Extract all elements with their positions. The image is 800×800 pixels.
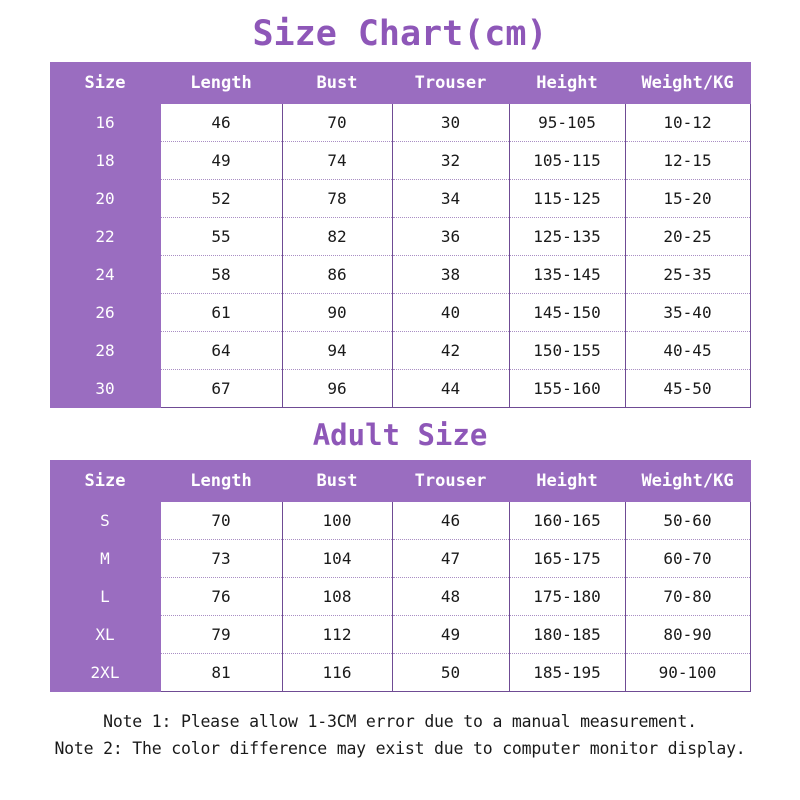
cell-size: L bbox=[50, 578, 160, 616]
cell-size: 20 bbox=[50, 180, 160, 218]
cell-length: 61 bbox=[160, 294, 282, 332]
cell-bust: 104 bbox=[282, 540, 392, 578]
cell-bust: 94 bbox=[282, 332, 392, 370]
cell-height: 95-105 bbox=[509, 104, 625, 142]
cell-bust: 90 bbox=[282, 294, 392, 332]
table-row bbox=[50, 332, 750, 370]
cell-trouser: 34 bbox=[392, 180, 509, 218]
cell-size: XL bbox=[50, 616, 160, 654]
cell-trouser: 42 bbox=[392, 332, 509, 370]
table-header-row bbox=[50, 63, 750, 104]
cell-trouser: 46 bbox=[392, 502, 509, 540]
cell-weight: 80-90 bbox=[625, 616, 750, 654]
cell-bust: 74 bbox=[282, 142, 392, 180]
table-row bbox=[50, 256, 750, 294]
column-header-weight: Weight/KG bbox=[625, 63, 750, 104]
cell-bust: 116 bbox=[282, 654, 392, 692]
cell-size: 16 bbox=[50, 104, 160, 142]
table-row bbox=[50, 654, 750, 692]
table-row bbox=[50, 104, 750, 142]
cell-weight: 50-60 bbox=[625, 502, 750, 540]
cell-height: 160-165 bbox=[509, 502, 625, 540]
adult-table-head bbox=[50, 461, 750, 502]
column-header-size: Size bbox=[50, 461, 160, 502]
page-title: Size Chart(cm) bbox=[252, 14, 548, 54]
cell-weight: 20-25 bbox=[625, 218, 750, 256]
cell-trouser: 47 bbox=[392, 540, 509, 578]
cell-bust: 82 bbox=[282, 218, 392, 256]
cell-length: 81 bbox=[160, 654, 282, 692]
cell-weight: 60-70 bbox=[625, 540, 750, 578]
cell-trouser: 36 bbox=[392, 218, 509, 256]
cell-bust: 78 bbox=[282, 180, 392, 218]
cell-bust: 70 bbox=[282, 104, 392, 142]
cell-length: 67 bbox=[160, 370, 282, 408]
kids-table-body bbox=[50, 104, 750, 408]
notes-section bbox=[0, 708, 800, 762]
cell-height: 125-135 bbox=[509, 218, 625, 256]
table-row bbox=[50, 540, 750, 578]
cell-weight: 90-100 bbox=[625, 654, 750, 692]
column-header-height: Height bbox=[509, 461, 625, 502]
cell-length: 70 bbox=[160, 502, 282, 540]
cell-weight: 70-80 bbox=[625, 578, 750, 616]
cell-weight: 35-40 bbox=[625, 294, 750, 332]
cell-length: 64 bbox=[160, 332, 282, 370]
cell-size: 26 bbox=[50, 294, 160, 332]
cell-weight: 10-12 bbox=[625, 104, 750, 142]
cell-weight: 25-35 bbox=[625, 256, 750, 294]
cell-length: 49 bbox=[160, 142, 282, 180]
cell-trouser: 49 bbox=[392, 616, 509, 654]
column-header-weight: Weight/KG bbox=[625, 461, 750, 502]
kids-size-table-wrapper bbox=[0, 62, 800, 408]
cell-length: 58 bbox=[160, 256, 282, 294]
cell-length: 46 bbox=[160, 104, 282, 142]
column-header-bust: Bust bbox=[282, 461, 392, 502]
cell-weight: 40-45 bbox=[625, 332, 750, 370]
cell-trouser: 40 bbox=[392, 294, 509, 332]
table-row bbox=[50, 294, 750, 332]
cell-height: 165-175 bbox=[509, 540, 625, 578]
table-row bbox=[50, 370, 750, 408]
cell-trouser: 44 bbox=[392, 370, 509, 408]
cell-height: 155-160 bbox=[509, 370, 625, 408]
cell-length: 79 bbox=[160, 616, 282, 654]
cell-height: 115-125 bbox=[509, 180, 625, 218]
table-row bbox=[50, 578, 750, 616]
table-header-row bbox=[50, 461, 750, 502]
note-2: Note 2: The color difference may exist due to computer monitor display. bbox=[54, 739, 746, 758]
cell-size: 28 bbox=[50, 332, 160, 370]
cell-bust: 86 bbox=[282, 256, 392, 294]
cell-trouser: 30 bbox=[392, 104, 509, 142]
cell-height: 145-150 bbox=[509, 294, 625, 332]
cell-length: 76 bbox=[160, 578, 282, 616]
cell-trouser: 32 bbox=[392, 142, 509, 180]
cell-length: 73 bbox=[160, 540, 282, 578]
cell-size: M bbox=[50, 540, 160, 578]
table-row bbox=[50, 180, 750, 218]
table-row bbox=[50, 502, 750, 540]
cell-bust: 96 bbox=[282, 370, 392, 408]
kids-size-table bbox=[50, 62, 751, 408]
cell-trouser: 50 bbox=[392, 654, 509, 692]
cell-size: 22 bbox=[50, 218, 160, 256]
cell-height: 175-180 bbox=[509, 578, 625, 616]
cell-weight: 12-15 bbox=[625, 142, 750, 180]
column-header-bust: Bust bbox=[282, 63, 392, 104]
column-header-size: Size bbox=[50, 63, 160, 104]
adult-size-table bbox=[50, 460, 751, 692]
cell-height: 150-155 bbox=[509, 332, 625, 370]
cell-height: 180-185 bbox=[509, 616, 625, 654]
cell-size: 2XL bbox=[50, 654, 160, 692]
column-header-trouser: Trouser bbox=[392, 461, 509, 502]
cell-size: 30 bbox=[50, 370, 160, 408]
cell-size: 24 bbox=[50, 256, 160, 294]
column-header-length: Length bbox=[160, 461, 282, 502]
cell-bust: 108 bbox=[282, 578, 392, 616]
cell-height: 185-195 bbox=[509, 654, 625, 692]
cell-length: 52 bbox=[160, 180, 282, 218]
table-row bbox=[50, 218, 750, 256]
cell-bust: 112 bbox=[282, 616, 392, 654]
column-header-trouser: Trouser bbox=[392, 63, 509, 104]
adult-size-title: Adult Size bbox=[312, 418, 488, 452]
column-header-height: Height bbox=[509, 63, 625, 104]
cell-height: 135-145 bbox=[509, 256, 625, 294]
adult-table-body bbox=[50, 502, 750, 692]
cell-bust: 100 bbox=[282, 502, 392, 540]
cell-height: 105-115 bbox=[509, 142, 625, 180]
cell-weight: 15-20 bbox=[625, 180, 750, 218]
cell-trouser: 38 bbox=[392, 256, 509, 294]
cell-length: 55 bbox=[160, 218, 282, 256]
column-header-length: Length bbox=[160, 63, 282, 104]
note-1: Note 1: Please allow 1-3CM error due to a manual measurement. bbox=[103, 712, 697, 731]
adult-size-table-wrapper bbox=[0, 460, 800, 692]
table-row bbox=[50, 616, 750, 654]
cell-size: 18 bbox=[50, 142, 160, 180]
table-row bbox=[50, 142, 750, 180]
cell-trouser: 48 bbox=[392, 578, 509, 616]
cell-size: S bbox=[50, 502, 160, 540]
cell-weight: 45-50 bbox=[625, 370, 750, 408]
kids-table-head bbox=[50, 63, 750, 104]
